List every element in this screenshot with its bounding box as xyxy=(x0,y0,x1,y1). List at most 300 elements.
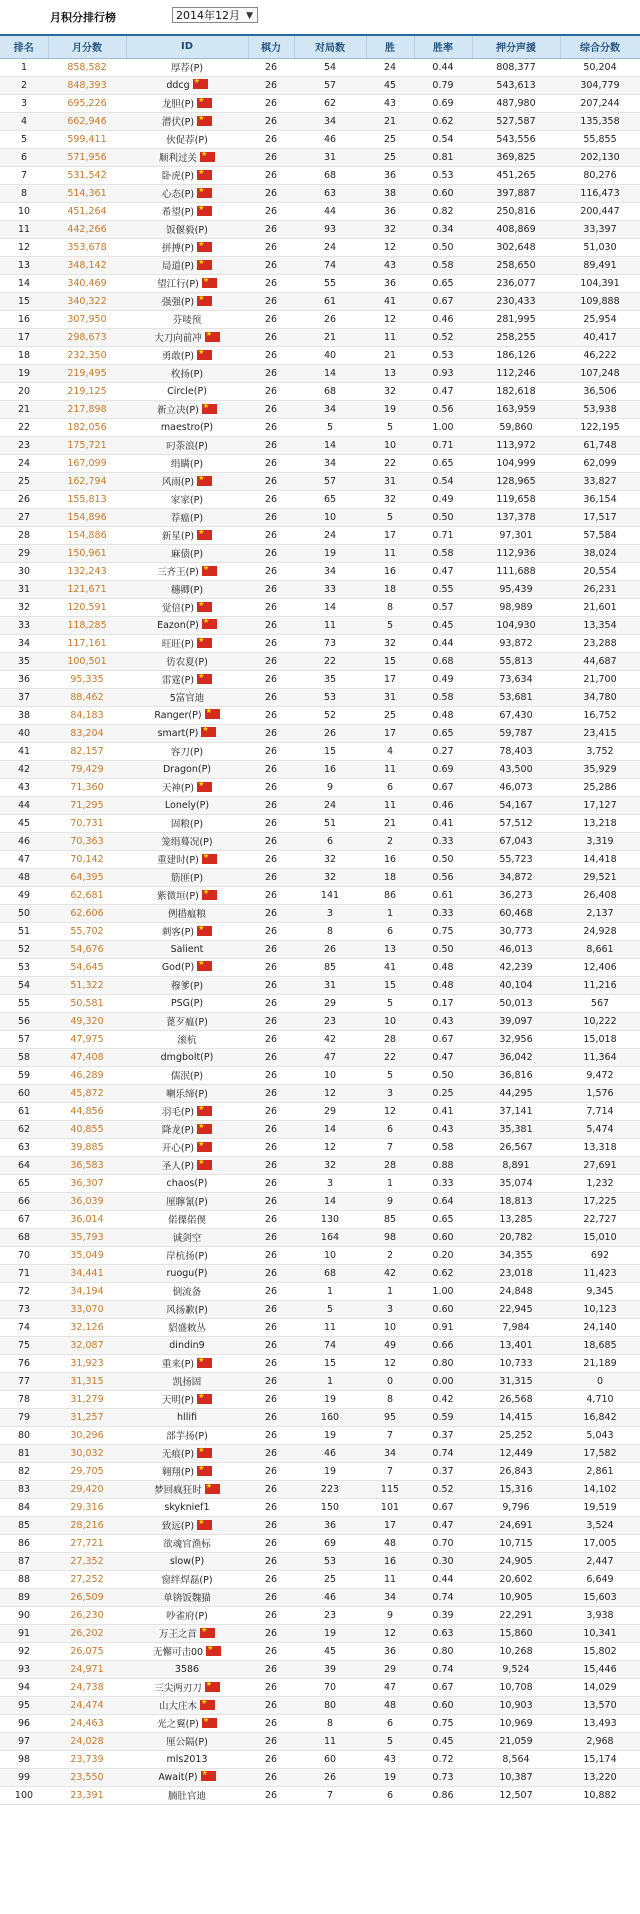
player-id[interactable]: Circle(P) xyxy=(167,385,207,397)
player-id-cell[interactable] xyxy=(126,418,248,436)
level-cell: 26 xyxy=(248,580,294,598)
player-id-cell[interactable] xyxy=(126,1030,248,1048)
games-cell: 19 xyxy=(294,1624,366,1642)
rank-cell: 45 xyxy=(0,814,48,832)
player-id-cell[interactable] xyxy=(126,1066,248,1084)
player-id[interactable]: 吵雀府(P) xyxy=(166,1611,208,1622)
player-id[interactable]: 欲魂官渔标 xyxy=(163,1539,211,1550)
player-id-cell[interactable] xyxy=(126,382,248,400)
player-id[interactable]: dmgbolt(P) xyxy=(160,1051,214,1063)
player-id-cell[interactable] xyxy=(126,670,248,688)
player-id-cell[interactable] xyxy=(126,814,248,832)
player-id-cell[interactable] xyxy=(126,886,248,904)
win-rate-cell: 0.65 xyxy=(414,724,472,742)
player-id[interactable]: 部芋扬(P) xyxy=(166,1431,208,1442)
player-id-cell[interactable] xyxy=(126,490,248,508)
player-id[interactable]: 伙促荐(P) xyxy=(166,135,208,146)
player-id[interactable]: 5富官迪 xyxy=(169,693,205,704)
player-id[interactable]: 心态(P) xyxy=(161,189,195,200)
player-id-cell[interactable] xyxy=(126,1678,248,1696)
player-id[interactable]: 三齐王(P) xyxy=(157,567,199,578)
level-cell: 26 xyxy=(248,202,294,220)
player-id[interactable]: 重来(P) xyxy=(161,1359,195,1370)
player-id-cell[interactable] xyxy=(126,184,248,202)
player-id-cell[interactable] xyxy=(126,274,248,292)
games-cell: 46 xyxy=(294,1444,366,1462)
player-id-cell[interactable] xyxy=(126,472,248,490)
player-id-cell[interactable] xyxy=(126,1786,248,1804)
column-header[interactable]: 胜 xyxy=(366,36,414,58)
player-id[interactable]: 单锛饭魏猫 xyxy=(163,1593,211,1604)
month-score-cell: 32,126 xyxy=(48,1318,126,1336)
player-id[interactable]: 重建时(P) xyxy=(157,855,199,866)
player-id-cell[interactable] xyxy=(126,760,248,778)
player-id[interactable]: slow(P) xyxy=(169,1555,205,1567)
win-rate-cell: 0.56 xyxy=(414,868,472,886)
player-id[interactable]: dindin9 xyxy=(169,1339,205,1351)
player-id-cell[interactable] xyxy=(126,1768,248,1786)
player-id-cell[interactable] xyxy=(126,616,248,634)
player-id[interactable]: 貂盛敕丛 xyxy=(167,1323,206,1334)
player-id-cell[interactable] xyxy=(126,1336,248,1354)
player-id-cell[interactable] xyxy=(126,868,248,886)
level-cell: 26 xyxy=(248,1372,294,1390)
player-id[interactable]: 厘聹氰(P) xyxy=(166,1197,208,1208)
month-score-cell: 39,885 xyxy=(48,1138,126,1156)
rank-cell: 62 xyxy=(0,1120,48,1138)
player-id-cell[interactable] xyxy=(126,508,248,526)
player-id[interactable]: 无痕(P) xyxy=(161,1449,195,1460)
level-cell: 26 xyxy=(248,1048,294,1066)
player-id[interactable]: ruogu(P) xyxy=(166,1267,208,1279)
player-id-cell[interactable] xyxy=(126,1732,248,1750)
player-id-cell[interactable] xyxy=(126,1444,248,1462)
player-id[interactable]: 圣人(P) xyxy=(161,1161,195,1172)
player-id[interactable]: chaos(P) xyxy=(166,1177,208,1189)
player-id-cell[interactable] xyxy=(126,1750,248,1768)
games-cell: 19 xyxy=(294,1462,366,1480)
total-score-cell: 18,685 xyxy=(560,1336,640,1354)
win-rate-cell: 0.65 xyxy=(414,454,472,472)
player-id[interactable]: Dragon(P) xyxy=(162,763,212,775)
player-id[interactable]: 例措瘟粮 xyxy=(167,909,206,920)
total-score-cell: 15,603 xyxy=(560,1588,640,1606)
player-id-cell[interactable] xyxy=(126,922,248,940)
player-id[interactable]: 望江行(P) xyxy=(157,279,199,290)
player-id-cell[interactable] xyxy=(126,1138,248,1156)
player-id-cell[interactable] xyxy=(126,1246,248,1264)
column-header[interactable]: 胜率 xyxy=(414,36,472,58)
games-cell: 33 xyxy=(294,580,366,598)
player-id-cell[interactable] xyxy=(126,1264,248,1282)
column-header[interactable]: 押分声援 xyxy=(472,36,560,58)
table-row xyxy=(0,364,640,382)
player-id-cell[interactable] xyxy=(126,1606,248,1624)
player-id[interactable]: 希望(P) xyxy=(161,207,195,218)
player-id[interactable]: 光之翼(P) xyxy=(157,1719,199,1730)
player-id[interactable]: 刺客(P) xyxy=(161,927,195,938)
support-cell: 18,813 xyxy=(472,1192,560,1210)
win-rate-cell: 0.75 xyxy=(414,1714,472,1732)
rank-cell: 1 xyxy=(0,58,48,76)
player-id[interactable]: 枚扬(P) xyxy=(170,369,204,380)
rank-cell: 21 xyxy=(0,400,48,418)
total-score-cell: 207,244 xyxy=(560,94,640,112)
table-row xyxy=(0,904,640,922)
player-id[interactable]: 拼搏(P) xyxy=(161,243,195,254)
player-id[interactable]: 穗卿(P) xyxy=(170,585,204,596)
win-rate-cell: 0.60 xyxy=(414,184,472,202)
player-id[interactable]: 新星(P) xyxy=(161,531,195,542)
win-rate-cell: 0.69 xyxy=(414,94,472,112)
player-id-cell[interactable] xyxy=(126,940,248,958)
player-id-cell[interactable] xyxy=(126,688,248,706)
month-score-cell: 31,315 xyxy=(48,1372,126,1390)
player-id-cell[interactable] xyxy=(126,328,248,346)
player-id[interactable]: 厘公隔(P) xyxy=(166,1737,208,1748)
player-id[interactable]: ddcg xyxy=(166,80,190,91)
player-id-cell[interactable] xyxy=(126,742,248,760)
support-cell: 22,945 xyxy=(472,1300,560,1318)
player-id[interactable]: 窗绊焊磊(P) xyxy=(161,1575,213,1586)
rank-cell: 71 xyxy=(0,1264,48,1282)
total-score-cell: 20,554 xyxy=(560,562,640,580)
player-id[interactable]: 叼荼浪(P) xyxy=(166,441,208,452)
wins-cell: 19 xyxy=(366,1768,414,1786)
wins-cell: 11 xyxy=(366,1570,414,1588)
support-cell: 10,733 xyxy=(472,1354,560,1372)
player-id[interactable]: 紫微垣(P) xyxy=(157,891,199,902)
player-id-cell[interactable] xyxy=(126,166,248,184)
player-id-cell[interactable] xyxy=(126,1714,248,1732)
player-id[interactable]: 山大庄木 xyxy=(158,1701,197,1712)
player-id-cell[interactable] xyxy=(126,1084,248,1102)
player-id[interactable]: 新立决(P) xyxy=(157,405,199,416)
player-id[interactable]: 喇乐缔(P) xyxy=(166,1089,208,1100)
player-id[interactable]: 风雨(P) xyxy=(161,477,195,488)
player-id[interactable]: 潜伏(P) xyxy=(161,117,195,128)
games-cell: 36 xyxy=(294,1516,366,1534)
player-id[interactable]: 蓖歹瘟(P) xyxy=(166,1017,208,1028)
win-rate-cell: 0.74 xyxy=(414,1588,472,1606)
level-cell: 26 xyxy=(248,1102,294,1120)
player-id[interactable]: 岸杭扬(P) xyxy=(166,1251,208,1262)
player-id-cell[interactable] xyxy=(126,1696,248,1714)
player-id-cell[interactable] xyxy=(126,1516,248,1534)
player-id[interactable]: 龙胆(P) xyxy=(161,99,195,110)
column-header[interactable]: 棋力 xyxy=(248,36,294,58)
player-id[interactable]: 偌傈偌偰 xyxy=(167,1215,206,1226)
support-cell: 281,995 xyxy=(472,310,560,328)
player-id[interactable]: 梦回疯狂时 xyxy=(154,1485,202,1496)
player-id-cell[interactable] xyxy=(126,76,248,94)
table-row xyxy=(0,832,640,850)
games-cell: 57 xyxy=(294,76,366,94)
player-id-cell[interactable] xyxy=(126,1390,248,1408)
player-id-cell[interactable] xyxy=(126,1462,248,1480)
player-id[interactable]: 凯扬固 xyxy=(172,1377,202,1388)
player-id-cell[interactable] xyxy=(126,706,248,724)
month-select[interactable] xyxy=(172,7,258,23)
player-id[interactable]: maestro(P) xyxy=(160,421,214,433)
player-id-cell[interactable] xyxy=(126,778,248,796)
player-id-cell[interactable] xyxy=(126,148,248,166)
player-id-cell[interactable] xyxy=(126,1102,248,1120)
player-id[interactable]: 旺旺(P) xyxy=(161,639,195,650)
games-cell: 24 xyxy=(294,526,366,544)
win-rate-cell: 0.65 xyxy=(414,274,472,292)
table-row xyxy=(0,400,640,418)
player-id[interactable]: 风扬歉(P) xyxy=(166,1305,208,1316)
player-id[interactable]: 大刀向前冲 xyxy=(154,333,202,344)
win-rate-cell: 0.30 xyxy=(414,1552,472,1570)
player-id-cell[interactable] xyxy=(126,112,248,130)
player-id[interactable]: 万王之首 xyxy=(158,1629,197,1640)
player-id-cell[interactable] xyxy=(126,1282,248,1300)
player-id-cell[interactable] xyxy=(126,1354,248,1372)
support-cell: 10,708 xyxy=(472,1678,560,1696)
player-id[interactable]: 腩肚官迪 xyxy=(167,1791,206,1802)
player-id-cell[interactable] xyxy=(126,1534,248,1552)
player-id-cell[interactable] xyxy=(126,1156,248,1174)
player-id-cell[interactable] xyxy=(126,976,248,994)
player-id-cell[interactable] xyxy=(126,1300,248,1318)
support-cell: 112,936 xyxy=(472,544,560,562)
player-id-cell[interactable] xyxy=(126,1228,248,1246)
player-id[interactable]: 无懈可击00 xyxy=(152,1647,204,1658)
player-id-cell[interactable] xyxy=(126,1426,248,1444)
wins-cell: 31 xyxy=(366,688,414,706)
player-id[interactable]: 顺利过关 xyxy=(158,153,197,164)
player-id[interactable]: smart(P) xyxy=(157,728,199,739)
player-id-cell[interactable] xyxy=(126,1372,248,1390)
player-id[interactable]: 芬唛预 xyxy=(172,315,202,326)
player-id-cell[interactable] xyxy=(126,202,248,220)
player-id[interactable]: 觉倍(P) xyxy=(161,603,195,614)
player-id[interactable]: 诚剑空 xyxy=(172,1233,202,1244)
player-id-cell[interactable] xyxy=(126,58,248,76)
player-id-cell[interactable] xyxy=(126,994,248,1012)
player-id-cell[interactable] xyxy=(126,364,248,382)
player-id[interactable]: skyknief1 xyxy=(164,1501,210,1513)
china-flag-icon: ★ xyxy=(193,79,208,89)
level-cell: 26 xyxy=(248,562,294,580)
level-cell: 26 xyxy=(248,1012,294,1030)
player-id[interactable]: 天神(P) xyxy=(161,783,195,794)
win-rate-cell: 0.33 xyxy=(414,832,472,850)
total-score-cell: 8,661 xyxy=(560,940,640,958)
player-id-cell[interactable] xyxy=(126,796,248,814)
player-id-cell[interactable] xyxy=(126,1624,248,1642)
support-cell: 36,816 xyxy=(472,1066,560,1084)
rank-cell: 44 xyxy=(0,796,48,814)
player-id[interactable]: 局道(P) xyxy=(161,261,195,272)
wins-cell: 10 xyxy=(366,1012,414,1030)
player-id[interactable]: 三尖两刃刀 xyxy=(154,1683,202,1694)
player-id[interactable]: 3586 xyxy=(174,1663,200,1675)
player-id[interactable]: Salient xyxy=(170,943,204,955)
player-id[interactable]: 彷农夏(P) xyxy=(166,657,208,668)
support-cell: 67,430 xyxy=(472,706,560,724)
player-id-cell[interactable] xyxy=(126,544,248,562)
wins-cell: 32 xyxy=(366,634,414,652)
win-rate-cell: 0.43 xyxy=(414,1120,472,1138)
player-id-cell[interactable] xyxy=(126,1588,248,1606)
rank-cell: 65 xyxy=(0,1174,48,1192)
player-id[interactable]: 厚荐(P) xyxy=(170,63,204,74)
player-id-cell[interactable] xyxy=(126,94,248,112)
games-cell: 63 xyxy=(294,184,366,202)
player-id[interactable]: 滚杭 xyxy=(177,1035,197,1046)
player-id-cell[interactable] xyxy=(126,634,248,652)
player-id-cell[interactable] xyxy=(126,1408,248,1426)
games-cell: 19 xyxy=(294,544,366,562)
player-id-cell[interactable] xyxy=(126,850,248,868)
player-id-cell[interactable] xyxy=(126,1012,248,1030)
player-id-cell[interactable] xyxy=(126,1210,248,1228)
wins-cell: 29 xyxy=(366,1660,414,1678)
rank-cell: 38 xyxy=(0,706,48,724)
player-id[interactable]: 麻债(P) xyxy=(170,549,204,560)
win-rate-cell: 0.58 xyxy=(414,256,472,274)
player-id-cell[interactable] xyxy=(126,454,248,472)
wins-cell: 11 xyxy=(366,760,414,778)
player-id[interactable]: 强强(P) xyxy=(161,297,195,308)
player-id-cell[interactable] xyxy=(126,1192,248,1210)
rank-cell: 19 xyxy=(0,364,48,382)
table-row xyxy=(0,1768,640,1786)
player-id-cell[interactable] xyxy=(126,1570,248,1588)
player-id[interactable]: Eazon(P) xyxy=(157,620,199,631)
wins-cell: 2 xyxy=(366,832,414,850)
win-rate-cell: 0.48 xyxy=(414,976,472,994)
player-id[interactable]: 家家(P) xyxy=(170,495,204,506)
page-title: 月积分排行榜 xyxy=(50,11,116,24)
player-id-cell[interactable] xyxy=(126,904,248,922)
player-id-cell[interactable] xyxy=(126,562,248,580)
player-id[interactable]: 穆爹(P) xyxy=(170,981,204,992)
total-score-cell: 13,354 xyxy=(560,616,640,634)
player-id[interactable]: 降龙(P) xyxy=(161,1125,195,1136)
player-id[interactable]: Ranger(P) xyxy=(154,710,202,721)
player-id-cell[interactable] xyxy=(126,130,248,148)
player-id-cell[interactable] xyxy=(126,958,248,976)
player-id[interactable]: 绢瞒(P) xyxy=(170,459,204,470)
player-id-cell[interactable] xyxy=(126,1120,248,1138)
player-id-cell[interactable] xyxy=(126,400,248,418)
player-id-cell[interactable] xyxy=(126,238,248,256)
player-id[interactable]: 翱翔(P) xyxy=(161,1467,195,1478)
player-id-cell[interactable] xyxy=(126,1498,248,1516)
column-header[interactable]: ID xyxy=(126,36,248,58)
table-row xyxy=(0,256,640,274)
player-id[interactable]: 羽毛(P) xyxy=(161,1107,195,1118)
rank-cell: 89 xyxy=(0,1588,48,1606)
player-id[interactable]: 笼绢蓦况(P) xyxy=(161,837,213,848)
player-id[interactable]: 倒流备 xyxy=(172,1287,202,1298)
player-id-cell[interactable] xyxy=(126,724,248,742)
table-row xyxy=(0,382,640,400)
month-score-cell: 47,975 xyxy=(48,1030,126,1048)
player-id[interactable]: 卧虎(P) xyxy=(161,171,195,182)
player-id[interactable]: 饭偃毅(P) xyxy=(166,225,208,236)
player-id[interactable]: Lonely(P) xyxy=(164,799,210,811)
player-id[interactable]: Await(P) xyxy=(158,1772,198,1783)
player-id-cell[interactable] xyxy=(126,310,248,328)
column-header[interactable]: 排名 xyxy=(0,36,48,58)
wins-cell: 17 xyxy=(366,1516,414,1534)
player-id-cell[interactable] xyxy=(126,256,248,274)
player-id-cell[interactable] xyxy=(126,436,248,454)
player-id[interactable]: hllifi xyxy=(177,1411,197,1423)
table-row xyxy=(0,1678,640,1696)
player-id[interactable]: 致远(P) xyxy=(161,1521,195,1532)
wins-cell: 22 xyxy=(366,454,414,472)
games-cell: 80 xyxy=(294,1696,366,1714)
player-id-cell[interactable] xyxy=(126,292,248,310)
player-id-cell[interactable] xyxy=(126,1552,248,1570)
player-id[interactable]: 雷霆(P) xyxy=(161,675,195,686)
player-id-cell[interactable] xyxy=(126,832,248,850)
table-row xyxy=(0,1408,640,1426)
player-id-cell[interactable] xyxy=(126,1660,248,1678)
support-cell: 137,378 xyxy=(472,508,560,526)
player-id-cell[interactable] xyxy=(126,652,248,670)
wins-cell: 13 xyxy=(366,364,414,382)
player-id[interactable]: 荐瘟(P) xyxy=(170,513,204,524)
player-id-cell[interactable] xyxy=(126,1048,248,1066)
table-row xyxy=(0,1336,640,1354)
player-id-cell[interactable] xyxy=(126,580,248,598)
month-score-cell: 33,070 xyxy=(48,1300,126,1318)
total-score-cell: 17,225 xyxy=(560,1192,640,1210)
player-id-cell[interactable] xyxy=(126,1480,248,1498)
wins-cell: 43 xyxy=(366,256,414,274)
china-flag-icon: ★ xyxy=(197,1124,212,1134)
player-id[interactable]: mls2013 xyxy=(166,1753,208,1765)
player-id-cell[interactable] xyxy=(126,1642,248,1660)
rank-cell: 66 xyxy=(0,1192,48,1210)
support-cell: 24,848 xyxy=(472,1282,560,1300)
player-id-cell[interactable] xyxy=(126,220,248,238)
column-header[interactable]: 对局数 xyxy=(294,36,366,58)
player-id[interactable]: 容刀(P) xyxy=(170,747,204,758)
player-id-cell[interactable] xyxy=(126,598,248,616)
player-id[interactable]: PSG(P) xyxy=(170,997,204,1009)
win-rate-cell: 0.39 xyxy=(414,1606,472,1624)
player-id-cell[interactable] xyxy=(126,526,248,544)
wins-cell: 9 xyxy=(366,1606,414,1624)
player-id[interactable]: 开心(P) xyxy=(161,1143,195,1154)
player-id-cell[interactable] xyxy=(126,1318,248,1336)
level-cell: 26 xyxy=(248,544,294,562)
player-id-cell[interactable] xyxy=(126,1174,248,1192)
player-id[interactable]: 勇敢(P) xyxy=(161,351,195,362)
player-id[interactable]: 天明(P) xyxy=(161,1395,195,1406)
games-cell: 22 xyxy=(294,652,366,670)
player-id[interactable]: 筋匪(P) xyxy=(170,873,204,884)
player-id[interactable]: 儒泯(P) xyxy=(170,1071,204,1082)
column-header[interactable]: 月分数 xyxy=(48,36,126,58)
column-header[interactable]: 综合分数 xyxy=(560,36,640,58)
player-id[interactable]: 固粮(P) xyxy=(170,819,204,830)
player-id[interactable]: God(P) xyxy=(161,962,195,973)
rank-cell: 99 xyxy=(0,1768,48,1786)
win-rate-cell: 0.25 xyxy=(414,1084,472,1102)
player-id-cell[interactable] xyxy=(126,346,248,364)
games-cell: 14 xyxy=(294,1120,366,1138)
win-rate-cell: 0.82 xyxy=(414,202,472,220)
